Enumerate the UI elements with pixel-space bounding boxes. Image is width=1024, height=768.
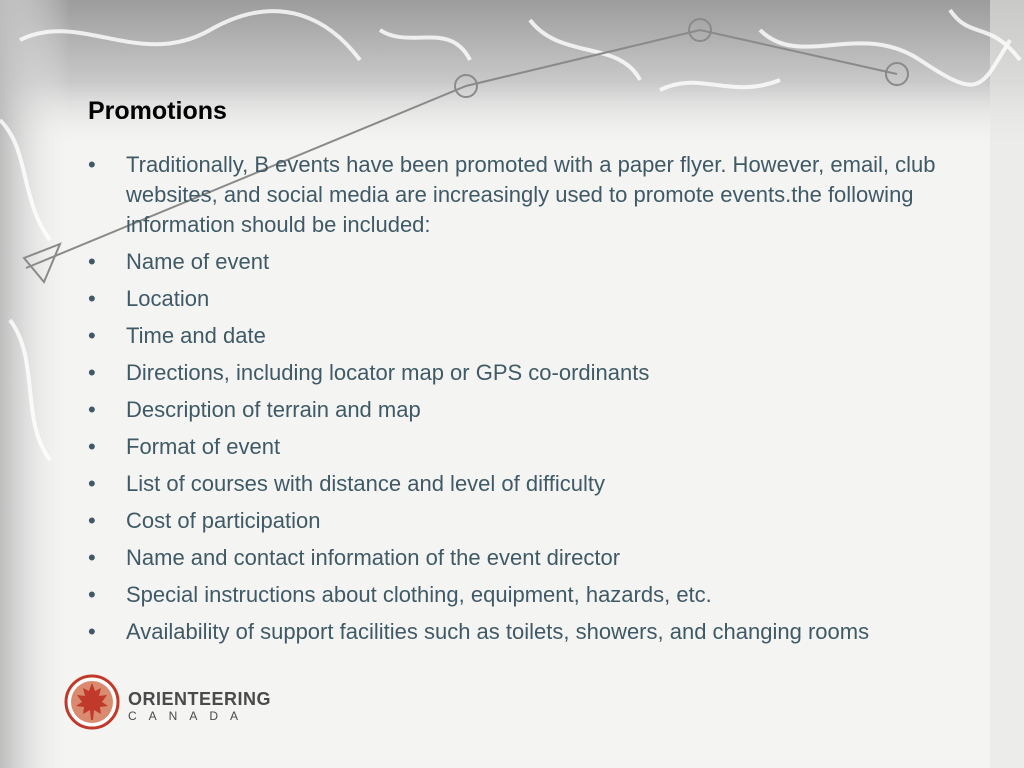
bullet-text: Cost of participation bbox=[126, 508, 321, 533]
list-item bbox=[88, 395, 938, 425]
bullet-icon: • bbox=[88, 545, 96, 570]
bullet-text: Name of event bbox=[126, 249, 270, 274]
list-item bbox=[88, 358, 938, 388]
bullet-text: Format of event bbox=[126, 434, 281, 459]
list-item bbox=[88, 543, 938, 573]
bullet-text: Directions, including locator map or GPS co-ordinants bbox=[126, 360, 650, 385]
maple-leaf-icon bbox=[66, 676, 118, 728]
bullet-text: Time and date bbox=[126, 323, 266, 348]
bullet-icon: • bbox=[88, 397, 96, 422]
list-item bbox=[88, 580, 938, 610]
list-item bbox=[88, 247, 938, 277]
bullet-text: Location bbox=[126, 286, 210, 311]
bullet-icon: • bbox=[88, 152, 96, 177]
bullet-icon: • bbox=[88, 508, 96, 533]
bullet-icon: • bbox=[88, 323, 96, 348]
list-item bbox=[88, 432, 938, 462]
logo-name: ORIENTEERING bbox=[128, 689, 272, 709]
logo-subtitle: CANADA bbox=[128, 709, 251, 723]
bullet-text: Traditionally, B events have been promoted with a paper flyer. However, email, club websites, and social media are increasingly used to promote events.the following information should be included: bbox=[126, 152, 936, 237]
bullet-text: Availability of support facilities such as toilets, showers, and changing rooms bbox=[126, 619, 870, 644]
bullet-icon: • bbox=[88, 249, 96, 274]
list-item bbox=[88, 617, 938, 647]
bullet-icon: • bbox=[88, 582, 96, 607]
bullet-list bbox=[88, 150, 938, 654]
bullet-text: Description of terrain and map bbox=[126, 397, 421, 422]
list-item bbox=[88, 150, 938, 240]
bullet-icon: • bbox=[88, 619, 96, 644]
list-item bbox=[88, 469, 938, 499]
bullet-text: Name and contact information of the event director bbox=[126, 545, 621, 570]
bullet-text: Special instructions about clothing, equipment, hazards, etc. bbox=[126, 582, 712, 607]
slide-title: Promotions bbox=[88, 97, 227, 125]
bullet-icon: • bbox=[88, 434, 96, 459]
list-item bbox=[88, 506, 938, 536]
bullet-icon: • bbox=[88, 471, 96, 496]
list-item bbox=[88, 321, 938, 351]
bullet-icon: • bbox=[88, 360, 96, 385]
logo-text bbox=[128, 690, 271, 724]
bullet-text: List of courses with distance and level of difficulty bbox=[126, 471, 605, 496]
bullet-icon: • bbox=[88, 286, 96, 311]
list-item bbox=[88, 284, 938, 314]
